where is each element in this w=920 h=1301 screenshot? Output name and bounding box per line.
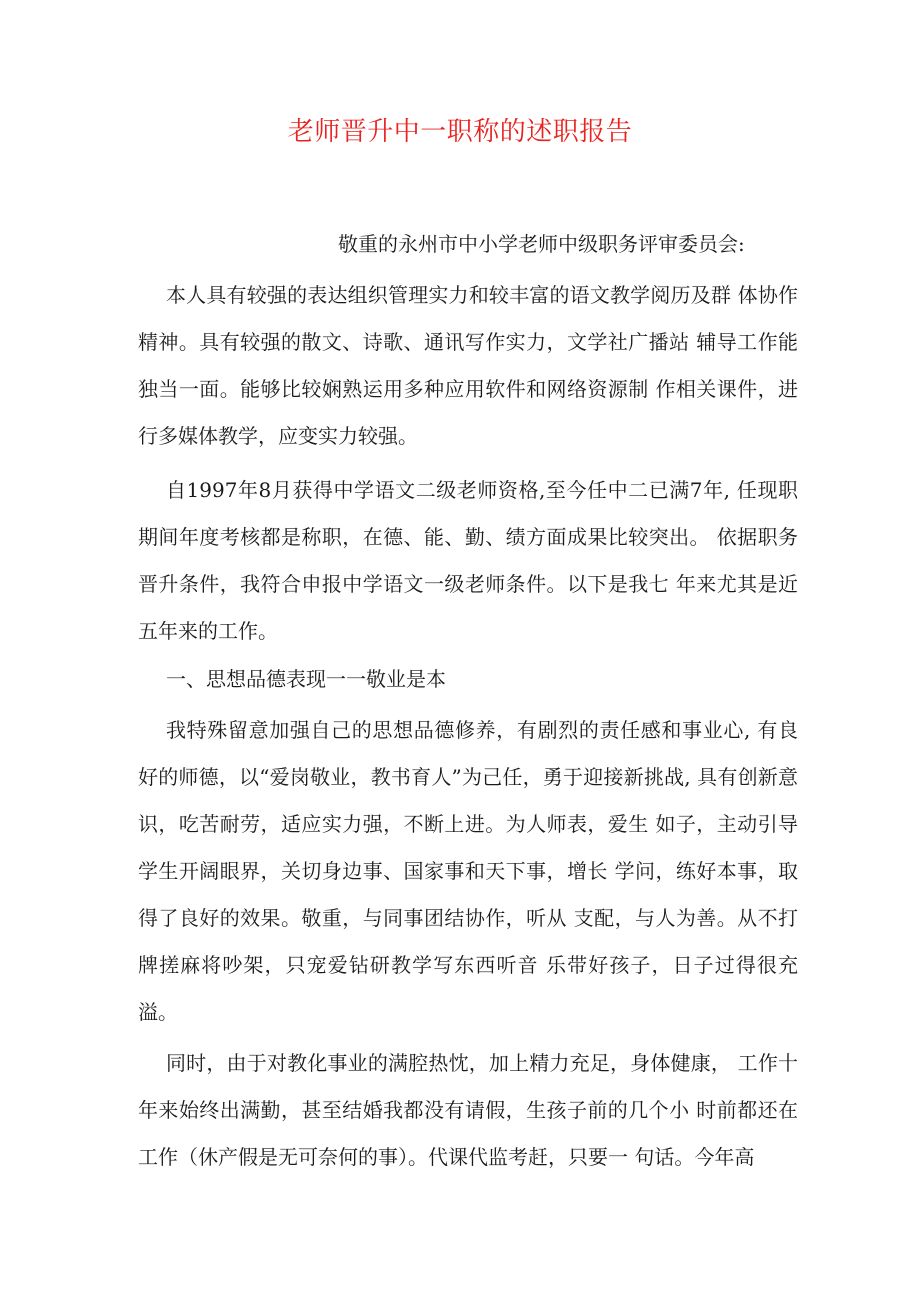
paragraph-attendance: 同时，由于对教化事业的满腔热忱，加上精力充足，身体健康， 工作十年来始终出满勤，甚至结婚我都没有请假，生孩子前的几个小 时前都还在工作（休产假是无可奈何的事）。代课代监考赶，只要一 句话。今年高 [138,1051,798,1169]
section-heading: 一、思想品德表现一一敬业是本 [166,667,446,691]
paragraph-abilities: 本人具有较强的表达组织管理实力和较丰富的语文教学阅历及群 体协作精神。具有较强的散文、诗歌、通讯写作实力，文学社广播站 辅导工作能独当一面。能够比较娴熟运用多种应用软件和网络资源制 作相关课件，进行多媒体教学，应变实力较强。 [138,283,798,448]
salutation: 敬重的永州市中小学老师中级职务评审委员会: [338,232,745,256]
paragraph-ethics: 我特殊留意加强自己的思想品德修养，有剧烈的责任感和事业心, 有良好的师德，以“爱岗敬业，教书育人”为己任，勇于迎接新挑战, 具有创新意识，吃苦耐劳，适应实力强，不断上进。为人师表，爱生 如子，主动引导学生开阔眼界，关切身边事、国家事和天下事，增长 学问，练好本事，取得了良好的效果。敬重，与同事团结协作，听从 支配，与人为善。从不打牌搓麻将吵架，只宠爱钻研教学写东西听音 乐带好孩子，日子过得很充溢。 [138,718,798,1024]
paragraph-qualifications: 自1997年8月获得中学语文二级老师资格,至今任中二已满7年, 任现职期间年度考核都是称职，在德、能、勤、绩方面成果比较突出。 依据职务晋升条件，我符合申报中学语文一级老师条件。以下是我七 年来尤其是近五年来的工作。 [138,478,798,643]
document-title: 老师晋升中一职称的述职报告 [287,117,633,147]
